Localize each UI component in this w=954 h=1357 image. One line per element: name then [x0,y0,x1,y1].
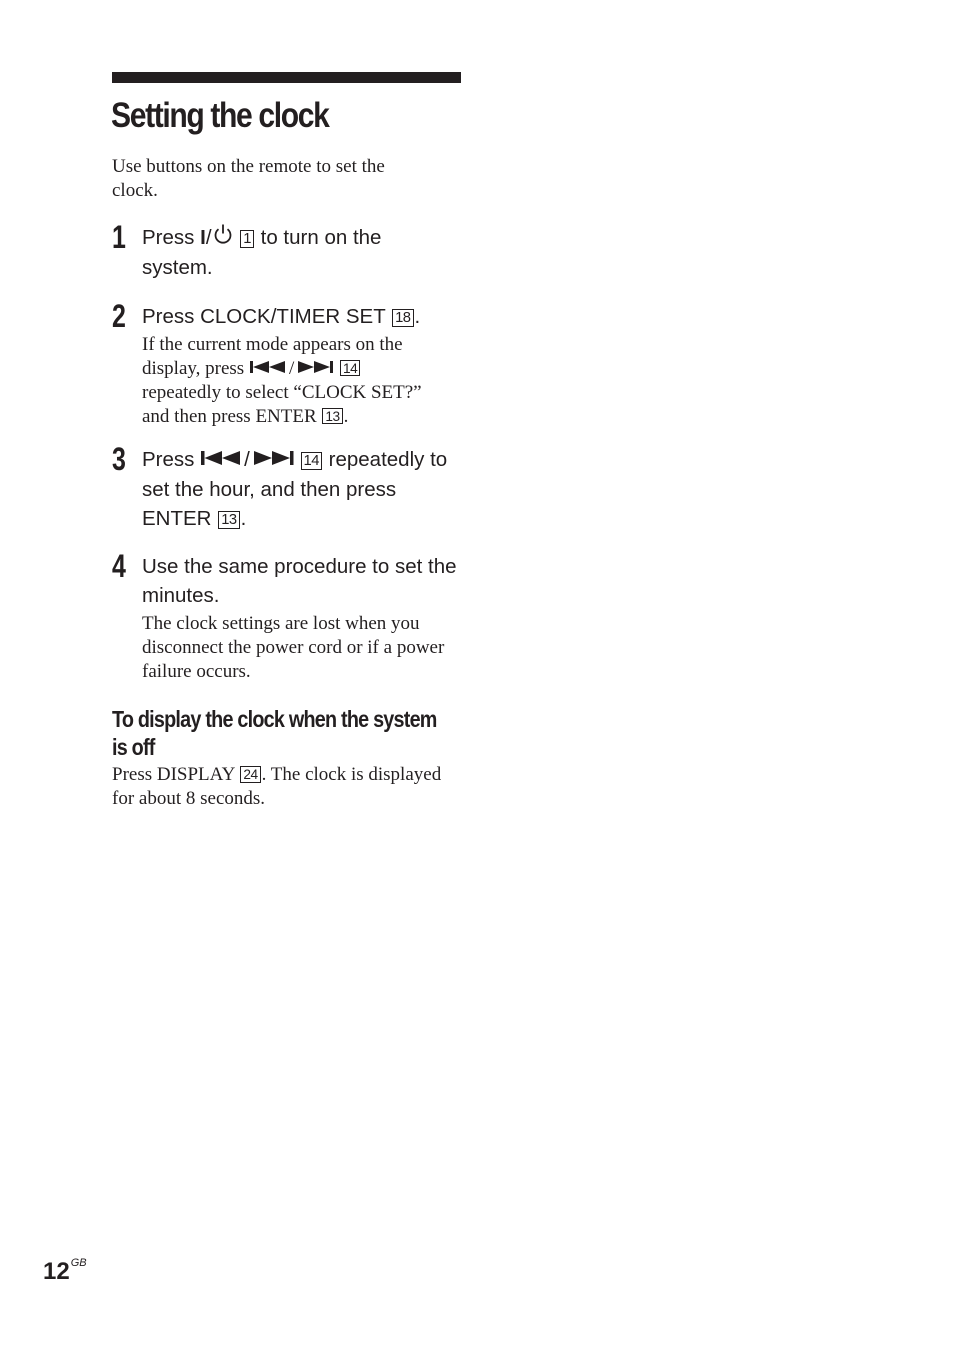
step-1 [112,219,462,282]
separator: / [288,357,295,379]
step-2 [112,298,462,428]
step-note: The clock settings are lost when you disconnect the power cord or if a power failure occurs. [142,613,445,682]
control-ref-box: 14 [340,360,360,377]
control-ref-box: 13 [322,408,342,425]
power-button-label: I [200,226,206,249]
separator: / [205,226,212,249]
title-rule [112,72,461,83]
control-ref-box: 13 [218,511,239,529]
page-number-suffix: GB [70,1257,87,1269]
step-text: Press CLOCK/TIMER SET 18 . [142,305,421,328]
step-text: Press / 14 repeatedly to set the hour, and then press ENTER 13 . [142,448,448,531]
step-note: If the current mode appears on the display, press / 14 repeatedly to select “CLOCK SET?” and then press ENTER 13 . [142,334,422,427]
step-number: 1 [112,219,126,255]
page-title: Setting the clock [111,96,329,135]
next-track-icon [250,446,294,475]
section-body: Press DISPLAY 24 . The clock is displayed for about 8 seconds. [112,764,442,810]
step-text: Use the same procedure to set the minutes. [142,555,457,608]
previous-track-icon [200,446,244,475]
step-number: 4 [112,548,126,585]
step-number: 3 [112,441,126,478]
content-column [112,72,462,811]
step-3 [112,441,462,533]
intro-text: Use buttons on the remote to set the clock. [112,156,385,201]
step-text: Press I/ 1 to turn on the system. [142,223,442,282]
section-heading: To display the clock when the system is off [112,706,437,761]
step-4 [112,548,462,683]
step-number: 2 [112,298,126,334]
control-ref-box: 24 [240,766,260,783]
page-number: $12^{GB}$ [43,1257,87,1285]
power-standby-icon [212,223,234,253]
control-ref-box: 18 [392,309,413,327]
control-ref-box: 1 [240,230,254,248]
separator: / [244,448,250,472]
control-ref-box: 14 [301,452,322,470]
previous-track-icon [249,358,289,382]
next-track-icon [294,358,334,382]
